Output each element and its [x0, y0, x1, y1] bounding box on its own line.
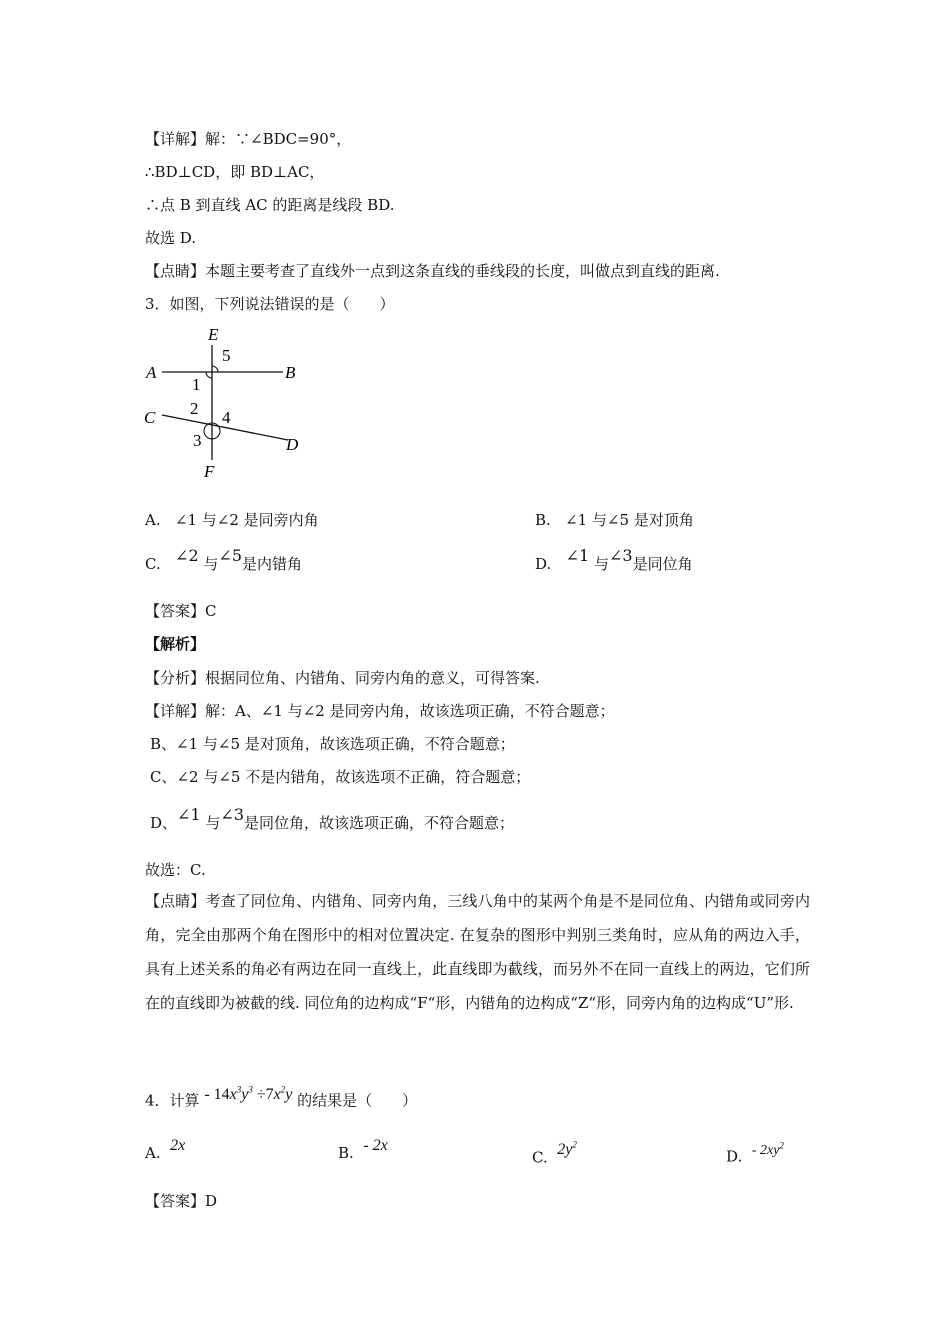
q3-option-d: D. ∠1 与∠3是同位角 [535, 546, 693, 573]
label-4: 4 [222, 408, 231, 427]
label-C: C [144, 408, 156, 427]
q3-detail-3: C、∠2 与∠5 不是内错角，故该选项不正确，符合题意； [150, 768, 531, 786]
q3-dianjing: 【点睛】考查了同位角、内错角、同旁内角，三线八角中的某两个角是不是同位角、内错角或同旁内角，完全由那两个角在图形中的相对位置决定. 在复杂的图形中判别三类角时，应从角的两边入手，具有上述关系的角必有两边在同一直线上，此直线即为截线，而另外不在同一直线上的两边，它们所在的直线即为被截的线. 同位角的边构成“F“形，内错角的边构成“Z“形，同旁内角的边构成“U”形. [145, 892, 810, 1012]
label-F: F [204, 462, 215, 481]
q3-option-c: C. ∠2 与∠5是内错角 [145, 546, 303, 573]
label-B: B [285, 363, 296, 382]
label-1: 1 [192, 375, 201, 394]
detail-line-4: 故选 D. [145, 229, 197, 247]
q4-option-c: C. $2y^2$ [532, 1140, 577, 1167]
q4-answer: 【答案】D [145, 1192, 218, 1210]
detail-line-1: 【详解】解：∵∠BDC=90°， [145, 130, 352, 148]
q3-figure [140, 320, 320, 485]
detail-line-5: 【点睛】本题主要考查了直线外一点到这条直线的垂线段的长度，叫做点到直线的距离. [145, 262, 720, 280]
q4-expression: - $14x^3y^3 \div 7x^2y$ [204, 1085, 293, 1104]
q4-option-a: A. 2x [145, 1137, 186, 1162]
q3-detail-1: 【详解】解：A、∠1 与∠2 是同旁内角，故该选项正确，不符合题意； [145, 702, 615, 720]
q4-option-d: D. - $2xy^2$ [726, 1140, 784, 1166]
q3-option-a: A. ∠1 与∠2 是同旁内角 [145, 511, 319, 529]
label-3: 3 [193, 431, 202, 450]
detail-line-2: ∴BD⊥CD，即 BD⊥AC， [145, 163, 325, 181]
label-E: E [208, 325, 219, 344]
label-A: A [146, 363, 157, 382]
q4-option-b: B. - 2x [338, 1137, 388, 1162]
q4-stem: 4．计算 - $14x^3y^3 \div 7x^2y$ 的结果是（ ） [145, 1085, 418, 1110]
q3-answer: 【答案】C [145, 602, 217, 620]
q3-option-b: B. ∠1 与∠5 是对顶角 [535, 511, 694, 529]
label-2: 2 [190, 399, 199, 418]
detail-line-3: ∴点 B 到直线 AC 的距离是线段 BD. [145, 196, 395, 214]
label-5: 5 [222, 346, 231, 365]
q3-detail-2: B、∠1 与∠5 是对顶角，故该选项正确，不符合题意； [150, 735, 515, 753]
q3-fenxi: 【分析】根据同位角、内错角、同旁内角的意义，可得答案. [145, 669, 540, 687]
q3-guxuan: 故选：C. [145, 861, 206, 879]
q3-analysis: 【解析】 [145, 635, 206, 653]
q3-detail-4: D、∠1 与∠3是同位角，故该选项正确，不符合题意； [150, 805, 515, 832]
q3-stem: 3．如图，下列说法错误的是（ ） [145, 295, 395, 313]
label-D: D [286, 435, 299, 454]
